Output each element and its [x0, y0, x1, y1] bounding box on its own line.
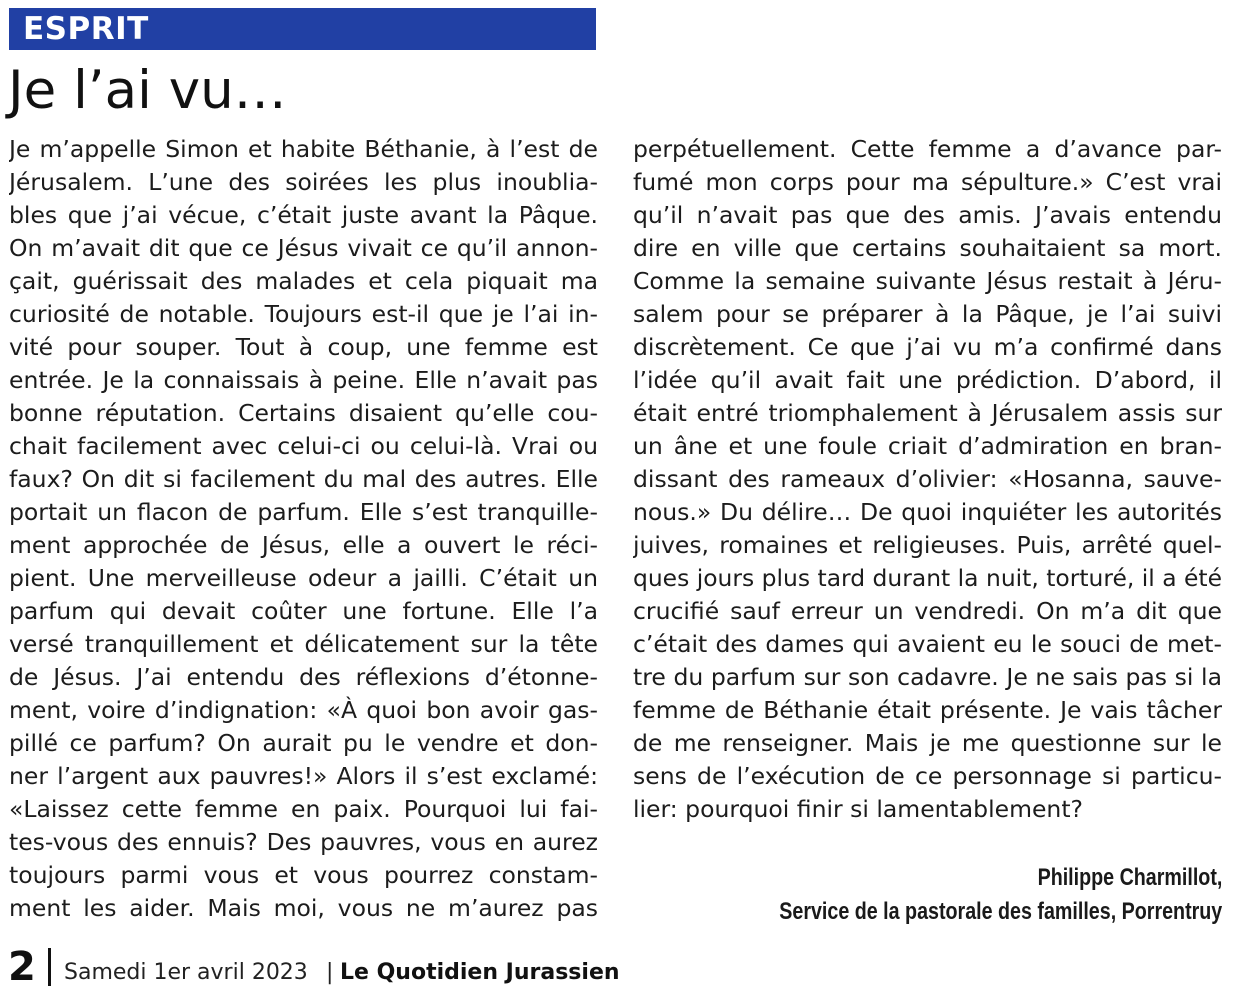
- article-line: fumé mon corps pour ma sépulture.» C’est vrai: [633, 168, 1222, 196]
- section-rubric-label: ESPRIT: [23, 11, 149, 47]
- article-line: toujours parmi vous et vous pourrez constam-: [9, 861, 598, 889]
- article-line: pillé ce parfum? On aurait pu le vendre et don-: [9, 729, 598, 757]
- article-line: ment, voire d’indignation: «À quoi bon avoir gas-: [9, 696, 598, 724]
- newspaper-name: Le Quotidien Jurassien: [340, 960, 620, 985]
- article-line: vité pour souper. Tout à coup, une femme est: [9, 333, 598, 361]
- article-line: discrètement. Ce que j’ai vu m’a confirmé dans: [633, 333, 1222, 361]
- article-line: un âne et une foule criait d’admiration en bran-: [633, 432, 1222, 460]
- article-line: de me renseigner. Mais je me questionne sur le: [633, 729, 1222, 757]
- article-line: dire en ville que certains souhaitaient sa mort.: [633, 234, 1222, 262]
- article-line: dissant des rameaux d’olivier: «Hosanna, sauve-: [633, 465, 1222, 493]
- article-line: versé tranquillement et délicatement sur la tête: [9, 630, 598, 658]
- article-line: bles que j’ai vécue, c’était juste avant la Pâque.: [9, 201, 598, 229]
- author-name: Philippe Charmillot,: [1037, 864, 1222, 891]
- page-footer: [8, 944, 708, 990]
- article-line: «Laissez cette femme en paix. Pourquoi lui fai-: [9, 795, 598, 823]
- article-line: parfum qui devait coûter une fortune. Elle l’a: [9, 597, 598, 625]
- article-title: Je l’ai vu…: [8, 60, 287, 121]
- article-line: çait, guérissait des malades et cela piquait ma: [9, 267, 598, 295]
- article-line: tre du parfum sur son cadavre. Je ne sais pas si la: [633, 663, 1222, 691]
- article-line: faux? On dit si facilement du mal des autres. Elle: [9, 465, 598, 493]
- article-line: ment les aider. Mais moi, vous ne m’aurez pas: [9, 894, 598, 922]
- article-line: portait un flacon de parfum. Elle s’est tranquille-: [9, 498, 598, 526]
- article-line: Je m’appelle Simon et habite Béthanie, à l’est de: [9, 135, 598, 163]
- article-line: lier: pourquoi finir si lamentablement?: [633, 795, 1083, 823]
- article-column-right: [633, 133, 1222, 826]
- footer-divider: [48, 948, 51, 986]
- article-line: qu’il n’avait pas que des amis. J’avais entendu: [633, 201, 1222, 229]
- article-line: On m’avait dit que ce Jésus vivait ce qu’il annon-: [9, 234, 598, 262]
- article-line: salem pour se préparer à la Pâque, je l’ai suivi: [633, 300, 1222, 328]
- publication-date: Samedi 1er avril 2023: [64, 960, 308, 985]
- article-line: perpétuellement. Cette femme a d’avance par-: [633, 135, 1222, 163]
- article-line: bonne réputation. Certains disaient qu’elle cou-: [9, 399, 598, 427]
- author-organization: Service de la pastorale des familles, Porrentruy: [778, 898, 1222, 925]
- page-number: 2: [8, 944, 36, 990]
- footer-separator: |: [326, 960, 334, 985]
- article-line: sens de l’exécution de ce personnage si particu-: [633, 762, 1222, 790]
- article-line: Jérusalem. L’une des soirées les plus inoublia-: [9, 168, 598, 196]
- article-line: nous.» Du délire… De quoi inquiéter les autorités: [633, 498, 1222, 526]
- article-line: chait facilement avec celui-ci ou celui-là. Vrai ou: [9, 432, 598, 460]
- article-line: tes-vous des ennuis? Des pauvres, vous en aurez: [9, 828, 598, 856]
- article-line: juives, romaines et religieuses. Puis, arrêté quel-: [633, 531, 1222, 559]
- article-line: ques jours plus tard durant la nuit, torturé, il a été: [633, 564, 1222, 592]
- article-line: pient. Une merveilleuse odeur a jailli. C’était un: [9, 564, 598, 592]
- article-line: l’idée qu’il avait fait une prédiction. D’abord, il: [633, 366, 1222, 394]
- article-line: entrée. Je la connaissais à peine. Elle n’avait pas: [9, 366, 598, 394]
- article-line: de Jésus. J’ai entendu des réflexions d’étonne-: [9, 663, 598, 691]
- section-rubric-bar: [9, 8, 596, 50]
- article-line: ner l’argent aux pauvres!» Alors il s’est exclamé:: [9, 762, 598, 790]
- article-line: Comme la semaine suivante Jésus restait à Jéru-: [633, 267, 1222, 295]
- article-line: ment approchée de Jésus, elle a ouvert le réci-: [9, 531, 598, 559]
- article-column-left: [9, 133, 598, 925]
- article-line: c’était des dames qui avaient eu le souci de met-: [633, 630, 1222, 658]
- article-line: était entré triomphalement à Jérusalem assis sur: [633, 399, 1222, 427]
- article-line: curiosité de notable. Toujours est-il que je l’ai in-: [9, 300, 598, 328]
- article-line: femme de Béthanie était présente. Je vais tâcher: [633, 696, 1222, 724]
- article-line: crucifié sauf erreur un vendredi. On m’a dit que: [633, 597, 1222, 625]
